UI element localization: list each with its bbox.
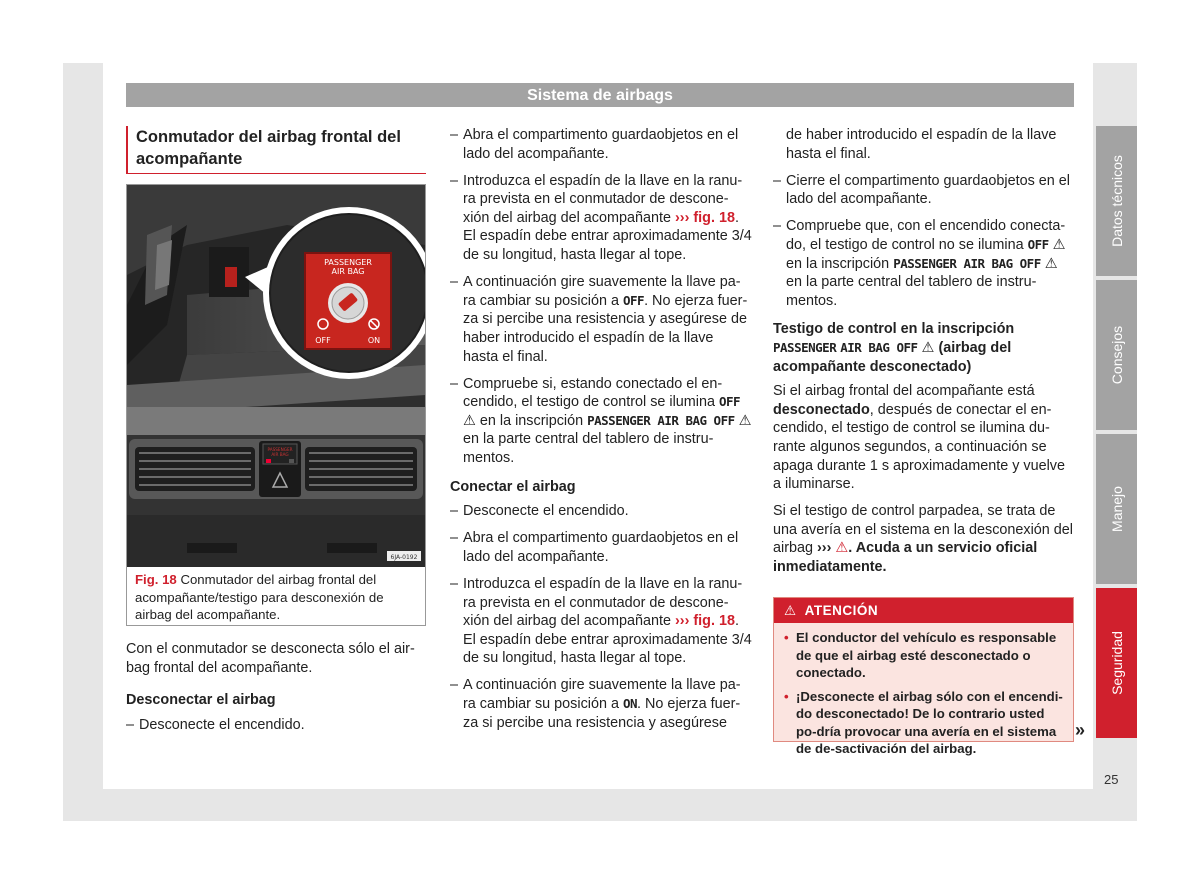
column-3 [773,126,1075,585]
heading-control-light: Testigo de control en la inscripción PASSENGER AIR BAG OFF ⚠ (airbag del acompañante desconectado) [773,321,1015,375]
airbag-off-icon: ⚠ [921,339,935,356]
tab-datos-tecnicos[interactable]: Datos técnicos [1096,126,1137,276]
tab-seguridad[interactable]: Seguridad [1096,588,1137,738]
heading-connect: Conectar el airbag [450,478,576,495]
airbag-off-icon: ⚠ [1052,236,1066,253]
page-number: 25 [1104,772,1119,787]
paragraph: Si el testigo de control parpadea, se trata de una avería en el sistema en la desconexión del airbag ››› ⚠. Acuda a un servicio oficial inmediatamente. [773,503,1073,575]
warning-header: ⚠ ATENCIÓN [774,598,1073,623]
continue-arrow-icon: » [1075,720,1086,740]
airbag-off-icon: ⚠ [1044,255,1058,272]
airbag-off-icon: ⚠ [738,412,752,429]
figure-caption: Fig. 18 Conmutador del airbag frontal del acompañante/testigo para desconexión de airbag del acompañante. [135,572,384,623]
small-switch-label-1: PASSENGER [267,447,293,452]
warning-item: • El conductor del vehículo es responsable de que el airbag esté desconectado o conectado. [784,630,1057,680]
section-title: Conmutador del airbag frontal del acompañante [126,126,426,174]
figure-18 [126,184,426,626]
switch-off-label: OFF [315,336,331,345]
tab-manejo[interactable]: Manejo [1096,434,1137,584]
continued-text: de haber introducido el espadín de la llave hasta el final. [786,127,1057,162]
warning-item: • ¡Desconecte el airbag sólo con el encendi-do desconectado! De lo contrario usted po-dría provocar una avería en el sistema de de-sactivación del airbag. [784,688,1063,756]
switch-label-2: AIR BAG [331,267,365,276]
column-1 [126,640,426,743]
warning-triangle-icon: ⚠ [784,603,797,618]
warning-body [774,623,1073,758]
intro-text: Con el conmutador se desconecta sólo el air-bag frontal del acompañante. [126,641,415,676]
list-item: – A continuación gire suavemente la llave pa-ra cambiar su posición a OFF. No ejerza fuer-za si percibe una resistencia y asegúrese de haber introducido el espadín de la llave hasta el final. [450,274,748,365]
list-item: – Abra el compartimento guardaobjetos en el lado del acompañante. [450,530,739,565]
warning-box [773,597,1074,756]
list-item: – Desconecte el encendido. [126,716,305,733]
list-item: – Cierre el compartimento guardaobjetos en el lado del acompañante. [773,172,1070,208]
list-item: – A continuación gire suavemente la llave pa-ra cambiar su posición a ON. No ejerza fuer-za si percibe una resistencia y asegúrese [450,677,741,731]
list-item: – Desconecte el encendido. [450,503,629,520]
page-header: Sistema de airbags [126,83,1074,107]
warning-link[interactable]: ››› ⚠ [817,540,849,557]
figure-code: 6JA-0192 [390,554,418,561]
switch-label-1: PASSENGER [324,258,372,267]
switch-on-label: ON [367,336,381,345]
warning-triangle-icon: ⚠ [835,540,849,557]
list-item: – Introduzca el espadín de la llave en la ranu-ra prevista en el conmutador de descone-xión del airbag del acompañante ››› fig. 18. El espadín debe entrar aproximadamente 3/4 de su longitud, hasta llegar al tope. [450,172,752,264]
figure-photo [127,185,425,567]
paragraph: Si el airbag frontal del acompañante está desconectado, después de conectar el en-cendido, el testigo de control se ilumina du-rante algunos segundos, a continuación se apaga durante 1 s aproximadamente y vuelve a iluminarse. [773,383,1065,493]
column-2 [450,126,752,741]
heading-disconnect: Desconectar el airbag [126,692,276,709]
fig-18-link[interactable]: ››› fig. 18 [675,209,735,226]
dashboard-illustration [127,185,425,567]
airbag-off-icon: ⚠ [463,412,476,429]
list-item: – Introduzca el espadín de la llave en la ranu-ra prevista en el conmutador de descone-xión del airbag del acompañante ››› fig. 18. El espadín debe entrar aproximadamente 3/4 de su longitud, hasta llegar al tope. [450,575,752,667]
list-item: – Compruebe si, estando conectado el en-cendido, el testigo de control se ilumina OFF ⚠ en la inscripción PASSENGER AIR BAG OFF ⚠ en la parte central del tablero de instru-mentos. [450,375,752,466]
fig-18-link[interactable]: ››› fig. 18 [675,613,735,630]
small-switch-label-2: AIR BAG [271,452,289,457]
list-item: – Compruebe que, con el encendido conecta-do, el testigo de control no se ilumina OFF ⚠ en la inscripción PASSENGER AIR BAG OFF ⚠ en la parte central del tablero de instru-mentos. [773,218,1066,309]
tab-consejos[interactable]: Consejos [1096,280,1137,430]
list-item: – Abra el compartimento guardaobjetos en el lado del acompañante. [450,127,739,162]
